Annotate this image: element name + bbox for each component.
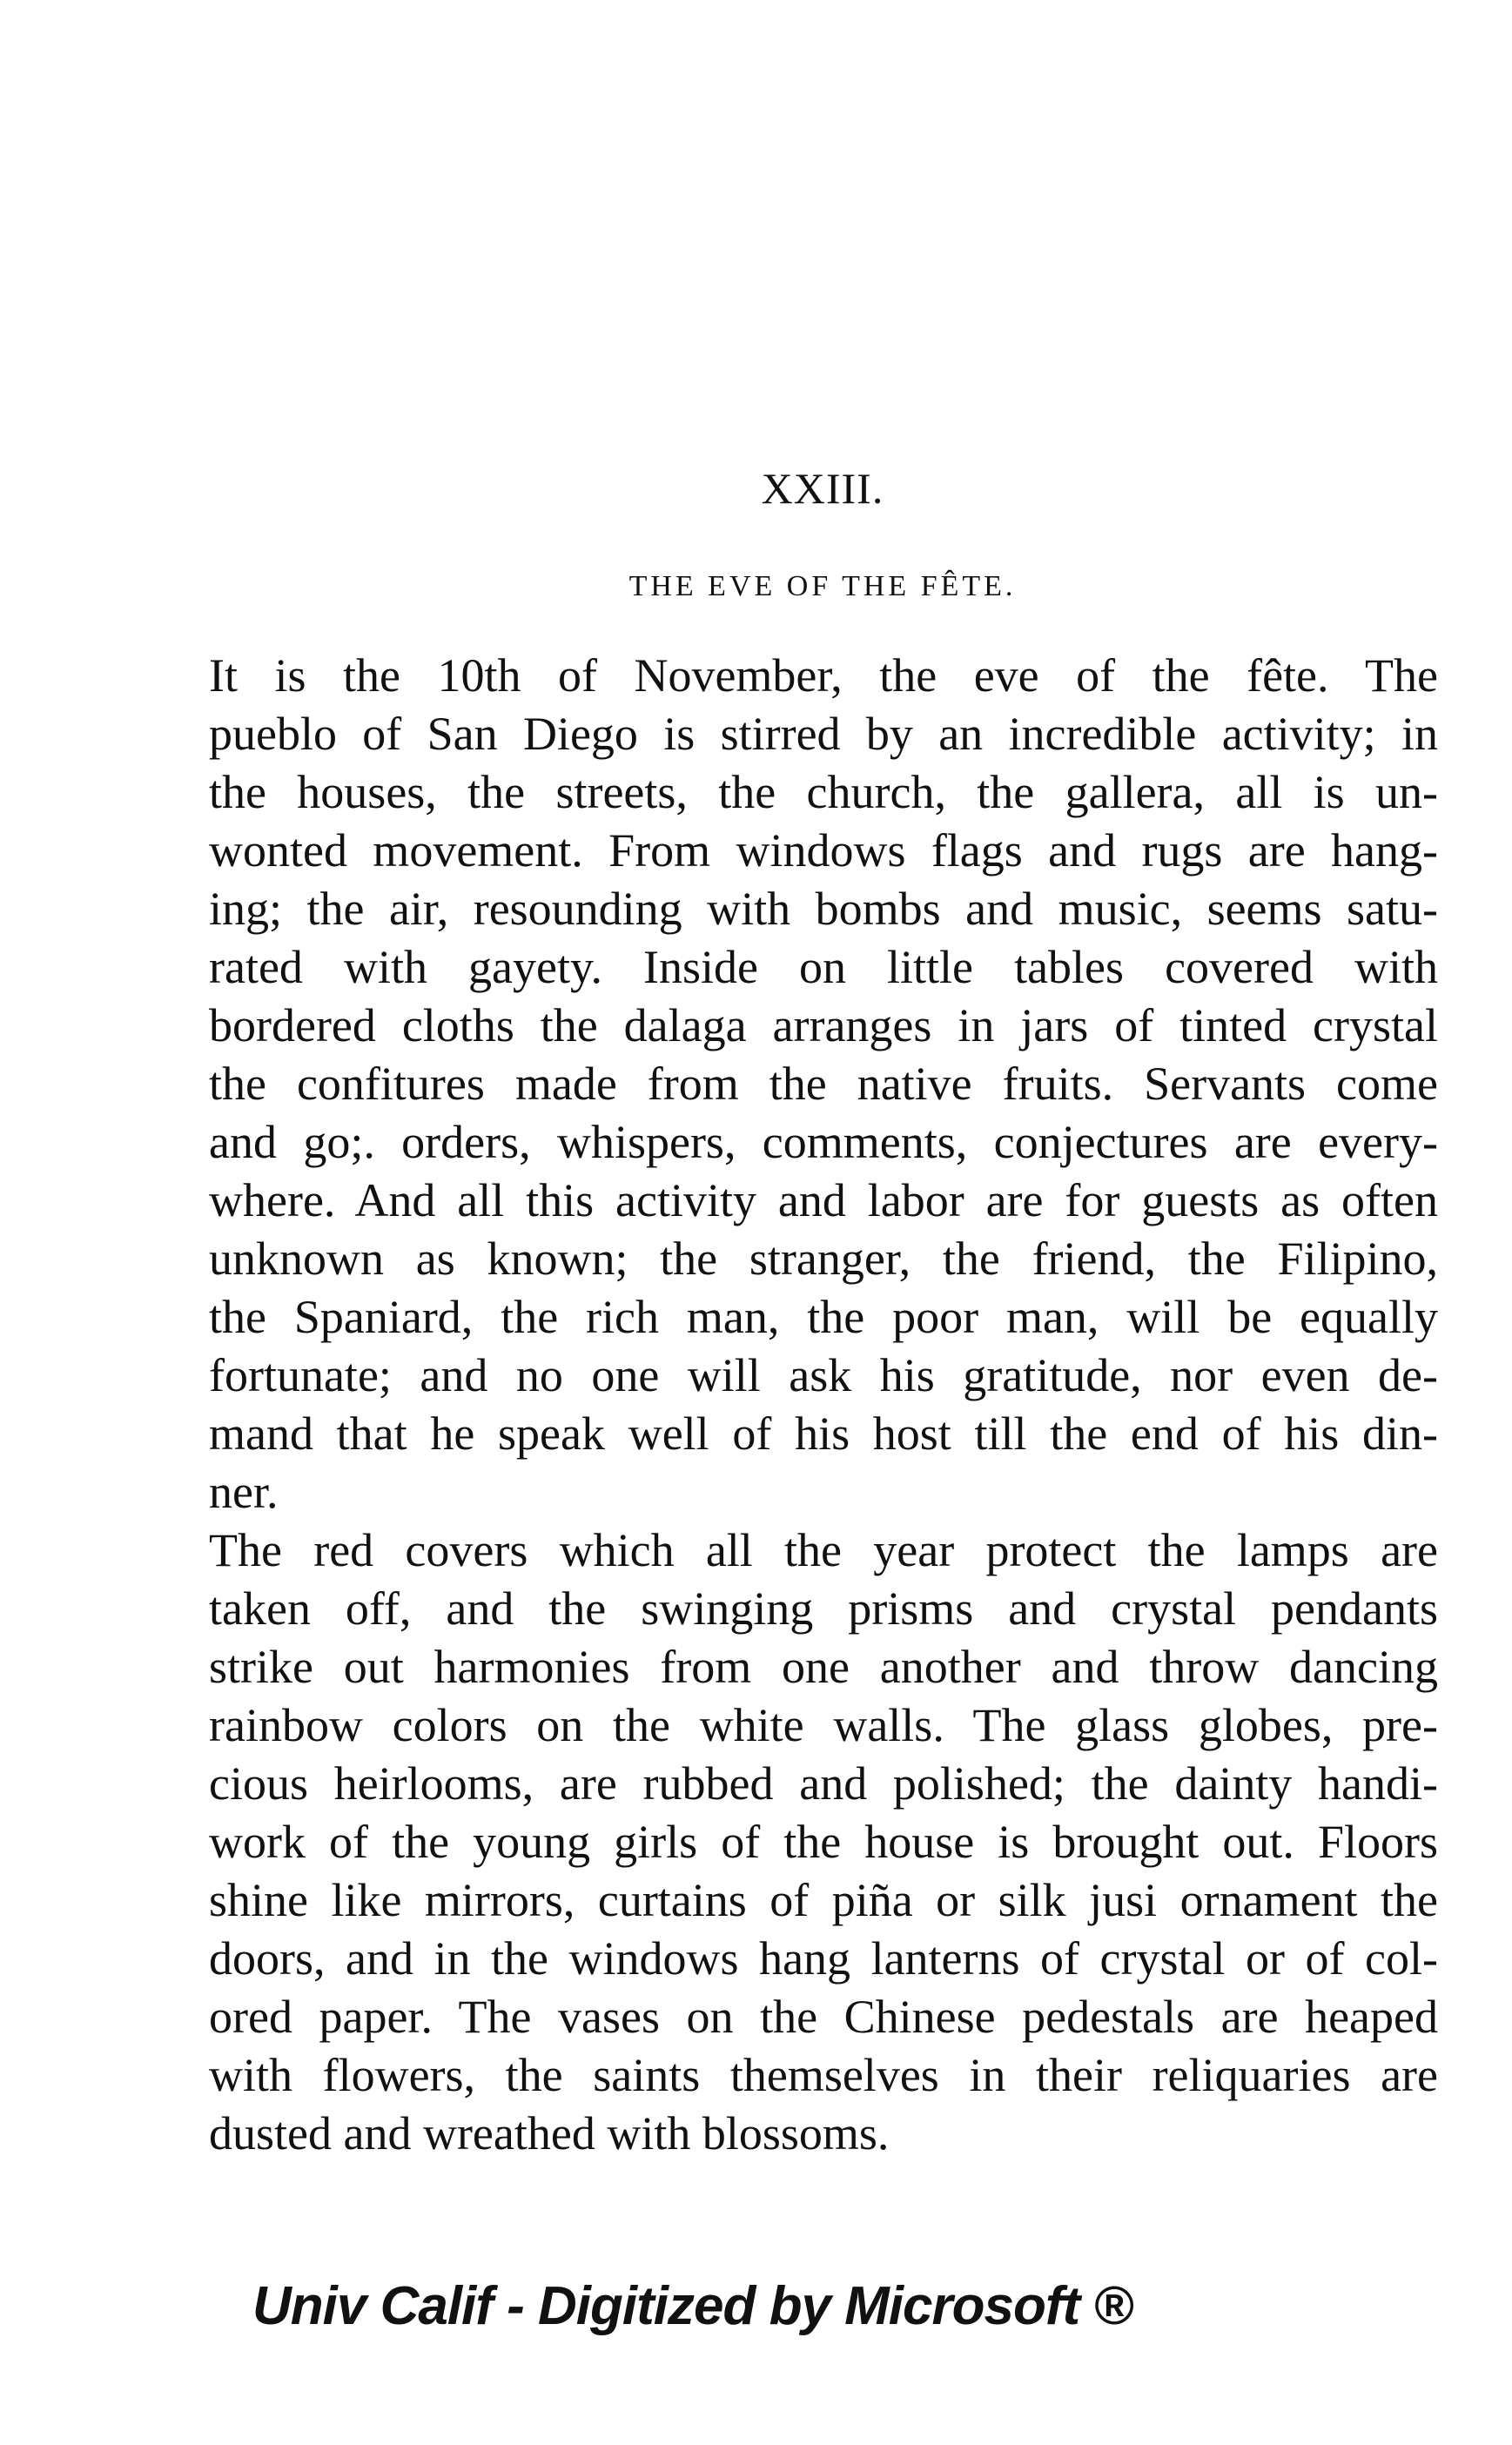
text-line: fortunate; and no one will ask his gratitude, nor even de- <box>209 1349 1438 1401</box>
text-line: with flowers, the saints themselves in their reliquaries are <box>209 2049 1438 2101</box>
digitization-watermark: Univ Calif - Digitized by Microsoft ® <box>252 2276 1133 2336</box>
chapter-number: XXIII. <box>761 464 884 513</box>
text-line: rated with gayety. Inside on little tables covered with <box>209 941 1438 993</box>
text-line: work of the young girls of the house is brought out. Floors <box>209 1816 1438 1868</box>
text-line: the houses, the streets, the church, the gallera, all is un- <box>209 766 1438 818</box>
text-line: dusted and wreathed with blossoms. <box>209 2107 890 2160</box>
paragraph <box>209 647 1438 1521</box>
text-line: mand that he speak well of his host till the end of his din- <box>209 1407 1438 1460</box>
text-line: cious heirlooms, are rubbed and polished; the dainty handi- <box>209 1757 1438 1810</box>
chapter-body <box>209 647 1438 2163</box>
text-line: ored paper. The vases on the Chinese pedestals are heaped <box>209 1991 1438 2043</box>
text-line: shine like mirrors, curtains of piña or silk jusi ornament the <box>209 1874 1438 1926</box>
text-line: and go;. orders, whispers, comments, conjectures are every- <box>209 1116 1438 1168</box>
text-line: pueblo of San Diego is stirred by an incredible activity; in <box>209 708 1438 760</box>
paragraph <box>209 1521 1438 2163</box>
text-line: It is the 10th of November, the eve of the fête. The <box>209 649 1438 702</box>
text-line: taken off, and the swinging prisms and crystal pendants <box>209 1582 1438 1635</box>
text-line: the Spaniard, the rich man, the poor man, will be equally <box>209 1291 1438 1343</box>
text-line: ing; the air, resounding with bombs and music, seems satu- <box>209 883 1438 935</box>
text-line: ner. <box>209 1466 279 1518</box>
text-line: rainbow colors on the white walls. The glass globes, pre- <box>209 1699 1438 1751</box>
text-line: wonted movement. From windows flags and rugs are hang- <box>209 824 1438 877</box>
text-line: bordered cloths the dalaga arranges in jars of tinted crystal <box>209 999 1438 1051</box>
text-line: strike out harmonies from one another and throw dancing <box>209 1641 1438 1693</box>
text-line: the confitures made from the native fruits. Servants come <box>209 1058 1438 1110</box>
text-line: The red covers which all the year protect the lamps are <box>209 1524 1438 1576</box>
chapter-title: THE EVE OF THE FÊTE. <box>628 570 1017 602</box>
text-line: unknown as known; the stranger, the friend, the Filipino, <box>209 1233 1438 1285</box>
text-line: doors, and in the windows hang lanterns of crystal or of col- <box>209 1932 1438 1985</box>
text-line: where. And all this activity and labor are for guests as often <box>209 1174 1438 1226</box>
